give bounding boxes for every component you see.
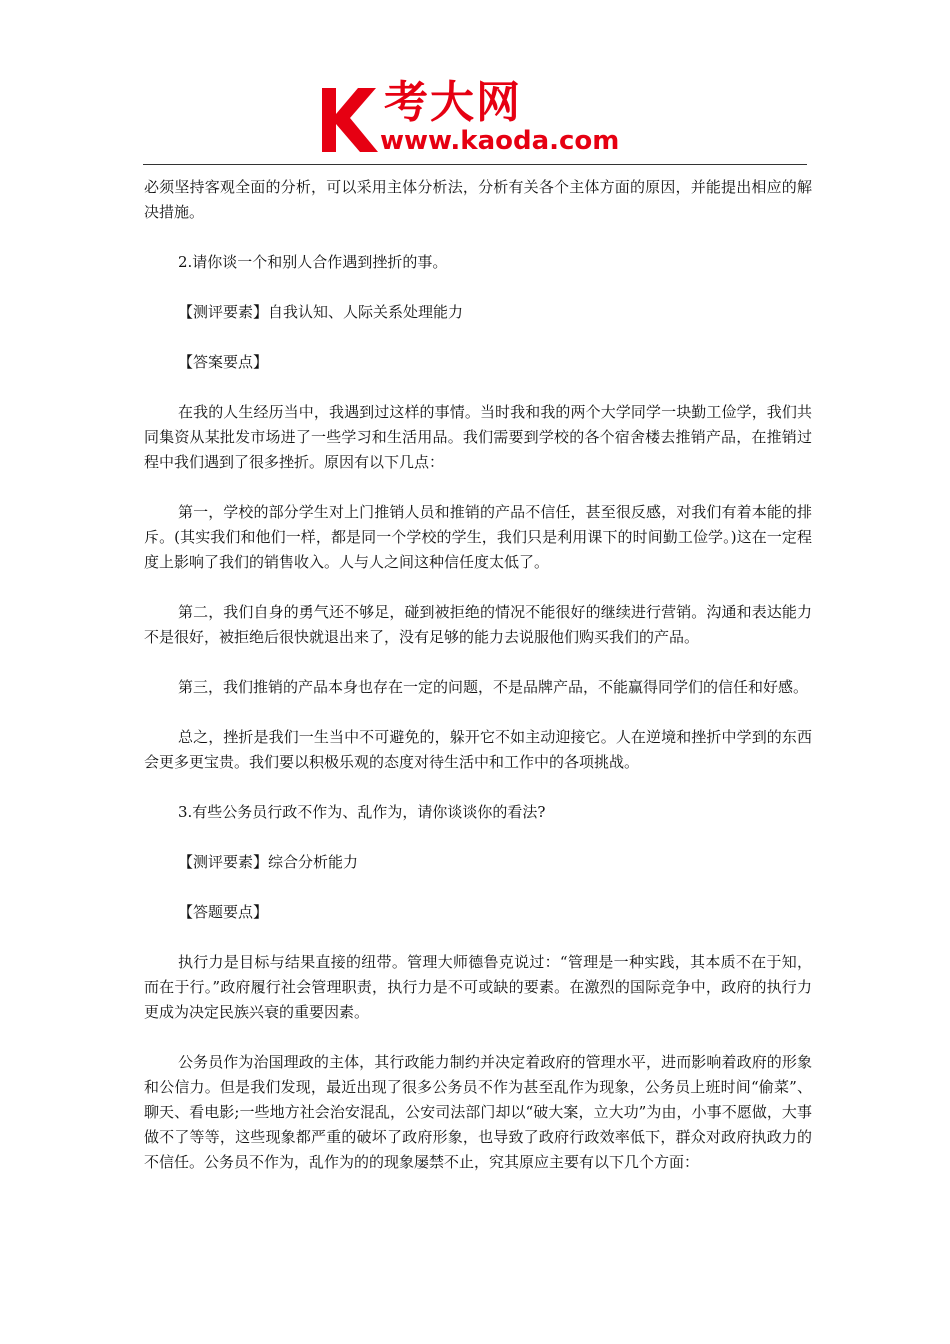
document-body xyxy=(144,175,812,1175)
q2-point-1: 第一，学校的部分学生对上门推销人员和推销的产品不信任，甚至很反感，对我们有着本能的排斥。(其实我们和他们一样，都是同一个学校的学生，我们只是利用课下的时间勤工俭学。)这在一定程度上影响了我们的销售收入。人与人之间这种信任度太低了。 xyxy=(144,503,812,571)
kaoda-logo xyxy=(318,78,640,160)
header-divider xyxy=(143,164,807,165)
q2-conclusion: 总之，挫折是我们一生当中不可避免的，躲开它不如主动迎接它。人在逆境和挫折中学到的东西会更多更宝贵。我们要以积极乐观的态度对待生活中和工作中的各项挑战。 xyxy=(144,728,812,771)
logo-k-mark-icon xyxy=(318,84,380,156)
q2-point-3: 第三，我们推销的产品本身也存在一定的问题，不是品牌产品，不能赢得同学们的信任和好感。 xyxy=(178,678,809,696)
q2-answer-heading: 【答案要点】 xyxy=(178,353,269,371)
q2-answer-intro: 在我的人生经历当中，我遇到过这样的事情。当时我和我的两个大学同学一块勤工俭学，我们共同集资从某批发市场进了一些学习和生活用品。我们需要到学校的各个宿舍楼去推销产品，在推销过程中我们遇到了很多挫折。原因有以下几点： xyxy=(144,403,812,471)
logo-title: 考大网 xyxy=(384,77,522,128)
question-3: 3.有些公务员行政不作为、乱作为，请你谈谈你的看法? xyxy=(178,803,546,821)
q3-evaluation-factors: 【测评要素】综合分析能力 xyxy=(178,853,359,871)
paragraph-continued-analysis: 必须坚持客观全面的分析，可以采用主体分析法，分析有关各个主体方面的原因，并能提出相应的解决措施。 xyxy=(144,178,812,221)
q2-evaluation-factors: 【测评要素】自我认知、人际关系处理能力 xyxy=(178,303,464,321)
question-2: 2.请你谈一个和别人合作遇到挫折的事。 xyxy=(178,253,448,271)
q3-paragraph-civil-servants: 公务员作为治国理政的主体，其行政能力制约并决定着政府的管理水平，进而影响着政府的形象和公信力。但是我们发现，最近出现了很多公务员不作为甚至乱作为现象，公务员上班时间“偷菜”、聊天、看电影;一些地方社会治安混乱，公安司法部门却以“破大案，立大功”为由，小事不愿做，大事做不了等等，这些现象都严重的破坏了政府形象，也导致了政府行政效率低下，群众对政府执政力的不信任。公务员不作为，乱作为的的现象屡禁不止，究其原应主要有以下几个方面： xyxy=(144,1053,812,1171)
logo-url: www.kaoda.com xyxy=(380,126,620,156)
q3-answer-heading: 【答题要点】 xyxy=(178,903,269,921)
q3-paragraph-execution: 执行力是目标与结果直接的纽带。管理大师德鲁克说过：“管理是一种实践，其本质不在于知，而在于行。”政府履行社会管理职责，执行力是不可或缺的要素。在激烈的国际竞争中，政府的执行力更成为决定民族兴衰的重要因素。 xyxy=(144,953,812,1021)
q2-point-2: 第二，我们自身的勇气还不够足，碰到被拒绝的情况不能很好的继续进行营销。沟通和表达能力不是很好，被拒绝后很快就退出来了，没有足够的能力去说服他们购买我们的产品。 xyxy=(144,603,812,646)
